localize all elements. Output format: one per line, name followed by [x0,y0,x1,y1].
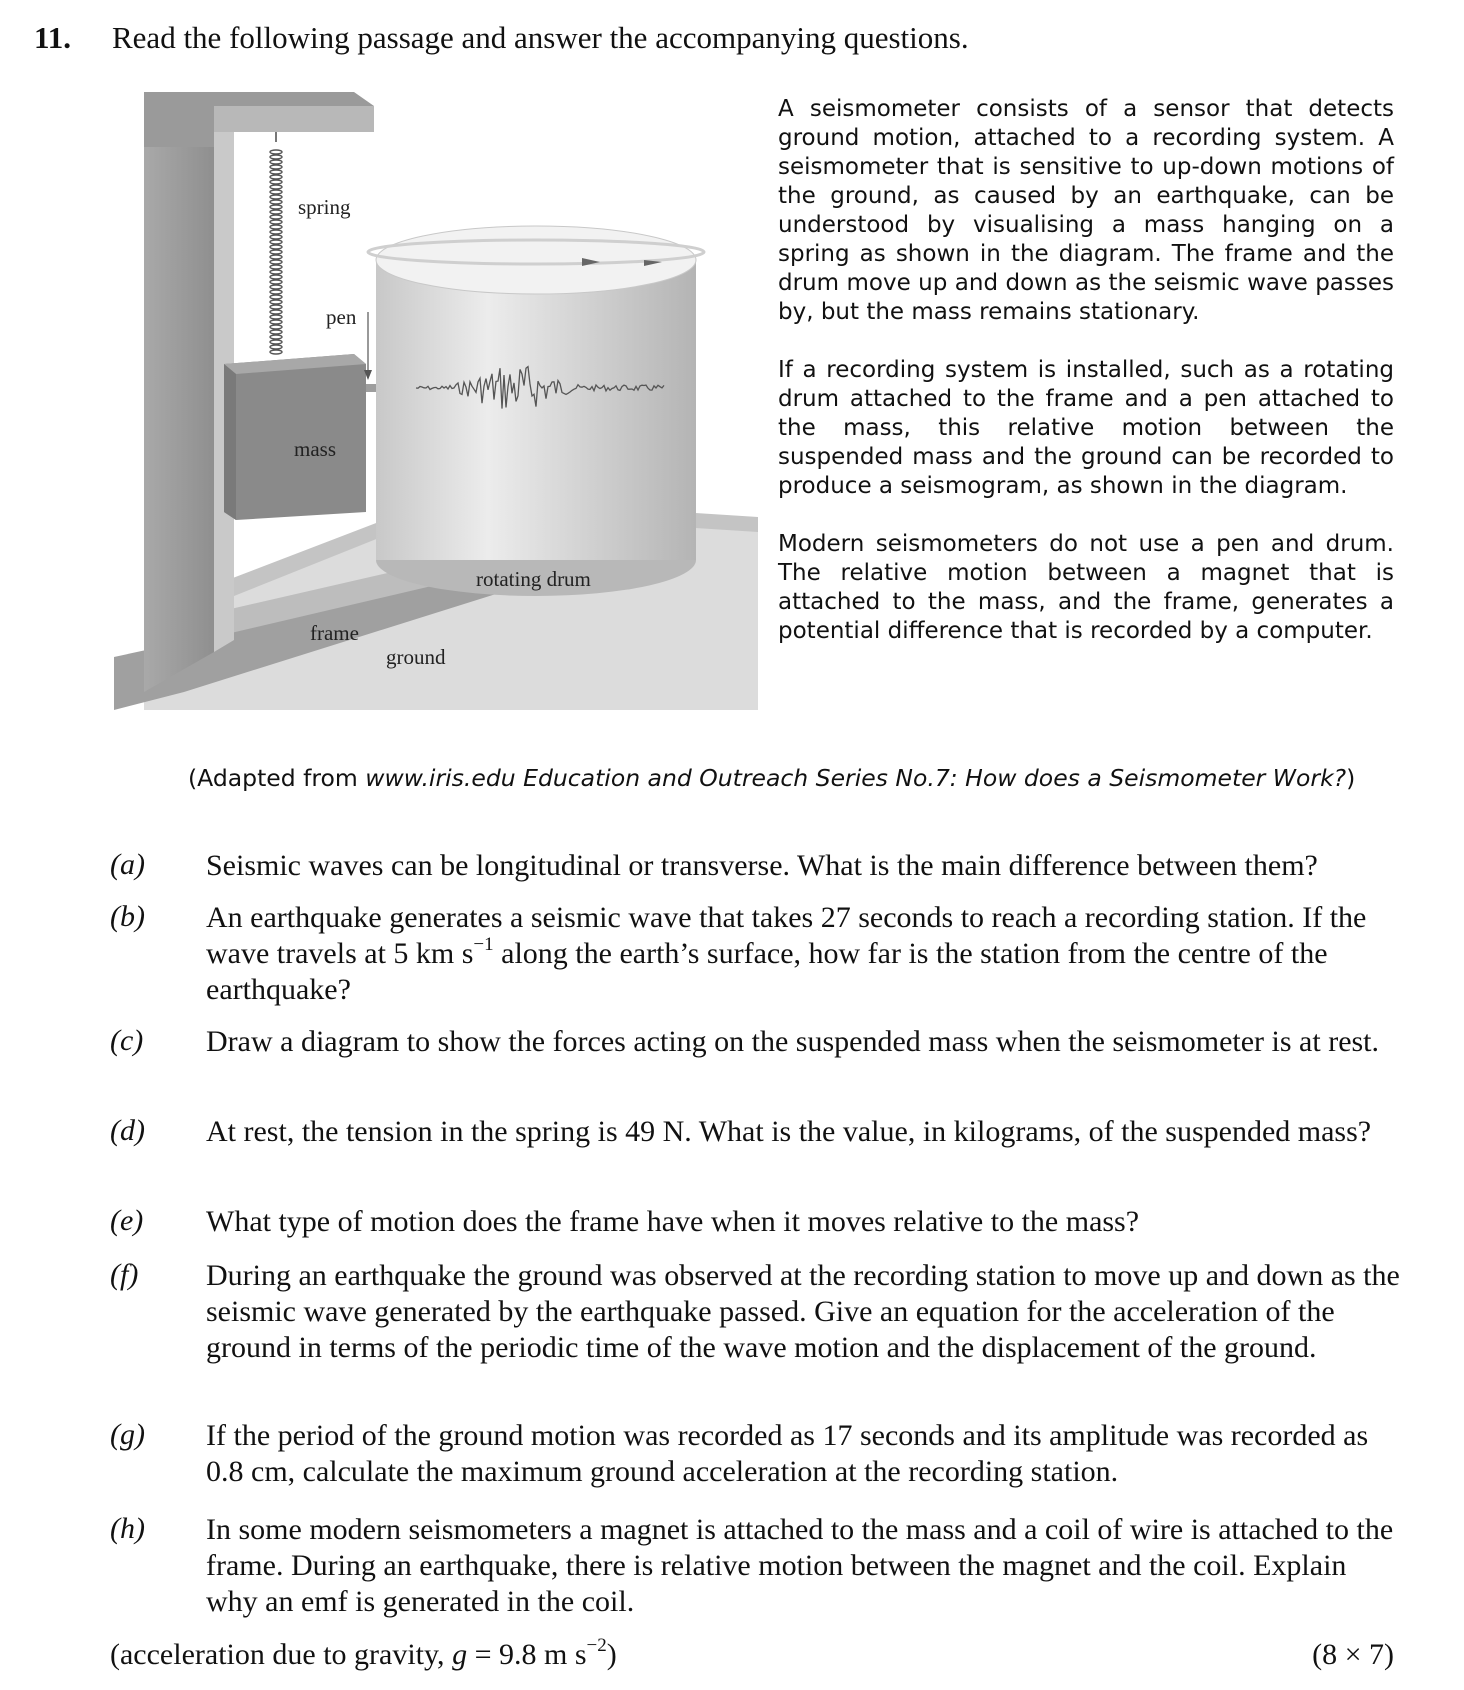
part-label: (h) [110,1512,145,1545]
part-text: Draw a diagram to show the forces acting on the suspended mass when the seismometer is at rest. [206,1025,1380,1058]
spring-coil-turn [270,300,282,304]
part-label: (b) [110,900,145,933]
spring-coil-turn [270,275,282,279]
passage-paragraph: A seismometer consists of a sensor that detects ground motion, attached to a recording system. A seismometer that is sensitive to up-down motions of the ground, as caused by an earthquake, can be understood by visualising a mass hanging on a spring as shown in the diagram. The frame and the drum move up and down as the seismic wave passes by, but the mass remains stationary. [778,96,1394,325]
part-label: (f) [110,1258,139,1291]
question-instruction: Read the following passage and answer the accompanying questions. [112,20,969,55]
spring-coil-turn [270,345,282,349]
source-title: www.iris.edu Education and Outreach Series No.7: How does a Seismometer Work? [365,764,1347,792]
part-label: (g) [110,1418,145,1451]
spring-coil-turn [270,200,282,204]
spring-coil-turn [270,185,282,189]
part-text: At rest, the tension in the spring is 49 N. What is the value, in kilograms, of the suspended mass? [206,1115,1372,1148]
spring-coil-turn [270,170,282,174]
spring-coil-turn [270,325,282,329]
frame-arm-under [214,106,374,132]
spring-coil-turn [270,220,282,224]
spring-coil-turn [270,340,282,344]
spring-coil-turn [270,150,282,154]
superscript: −2 [586,1635,607,1656]
mass-block-front [224,364,236,520]
part-label: (c) [110,1024,144,1057]
spring-coil-turn [270,260,282,264]
superscript: −1 [473,934,494,955]
spring-coil-turn [270,270,282,274]
part-text: If the period of the ground motion was recorded as 17 seconds and its amplitude was recorded as 0.8 cm, calculate the maximum ground acceleration at the recording station. [206,1419,1369,1488]
spring-coil-turn [270,295,282,299]
spring-coil-turn [270,190,282,194]
spring-coil-turn [270,230,282,234]
spring-coil-turn [270,245,282,249]
spring-coil-turn [270,310,282,314]
spring-coil-turn [270,290,282,294]
spring-coil-turn [270,210,282,214]
spring-coil-turn [270,350,282,354]
spring-coil-turn [270,205,282,209]
spring-coil-turn [270,330,282,334]
spring-coil-turn [270,255,282,259]
seismometer-diagram [114,92,758,710]
spring-coil-turn [270,335,282,339]
spring-coil-turn [270,250,282,254]
label-ground: ground [386,645,446,669]
passage-paragraph: Modern seismometers do not use a pen and drum. The relative motion between a magnet that is attached to the mass, and the frame, generates a potential difference that is recorded by a computer. [778,531,1394,644]
label-pen: pen [326,305,357,329]
spring-coil-turn [270,305,282,309]
spring-coils-group [270,150,282,354]
part-text: In some modern seismometers a magnet is attached to the mass and a coil of wire is attached to the frame. During an earthquake, there is relative motion between the magnet and the coil. Explain why an emf is generated in the coil. [206,1513,1394,1618]
part-text: What type of motion does the frame have when it moves relative to the mass? [206,1205,1140,1238]
spring-coil-turn [270,240,282,244]
spring-coil-turn [270,215,282,219]
gravity-note: (acceleration due to gravity, g = 9.8 m $s^{-2}$) [110,1635,617,1671]
spring-coil-turn [270,160,282,164]
spring-coil-turn [270,320,282,324]
label-rotating-drum: rotating drum [476,567,591,591]
label-spring: spring [298,195,351,219]
part-text: Seismic waves can be longitudinal or transverse. What is the main difference between them? [206,849,1318,882]
spring-coil-turn [270,225,282,229]
passage [778,95,1394,675]
passage-paragraph: If a recording system is installed, such as a rotating drum attached to the frame and a pen attached to the mass, this relative motion between the suspended mass and the ground can be recorded to produce a seismogram, as shown in the diagram. [778,357,1394,499]
spring-coil-turn [270,265,282,269]
spring-coil-turn [270,175,282,179]
spring-coil-turn [270,280,282,284]
question-number: 11. [34,20,72,55]
part-text: An earthquake generates a seismic wave that takes 27 seconds to reach a recording station. If the wave travels at 5 km $s^{-1}$ along the earth’s surface, how far is the station from the centre of the earthquake? [206,901,1367,1006]
frame-post [144,107,214,692]
spring-coil-turn [270,180,282,184]
part-text: During an earthquake the ground was observed at the recording station to move up and down as the seismic wave generated by the earthquake passed. Give an equation for the acceleration of the ground in terms of the periodic time of the wave motion and the displacement of the ground. [206,1259,1400,1364]
spring-coil-turn [270,195,282,199]
spring-coil-turn [270,315,282,319]
label-frame: frame [310,621,359,645]
spring-coil-turn [270,155,282,159]
part-label: (e) [110,1204,144,1237]
label-mass: mass [294,437,336,461]
spring-coil-turn [270,235,282,239]
spring-coil-turn [270,285,282,289]
passage-source: (Adapted from www.iris.edu Education and Outreach Series No.7: How does a Seismometer Work?) [188,764,1356,792]
spring-coil-turn [270,165,282,169]
marks-allocation: (8 × 7) [1312,1638,1394,1671]
part-label: (a) [110,848,145,881]
gravity-symbol: g [452,1638,468,1671]
part-label: (d) [110,1114,145,1147]
